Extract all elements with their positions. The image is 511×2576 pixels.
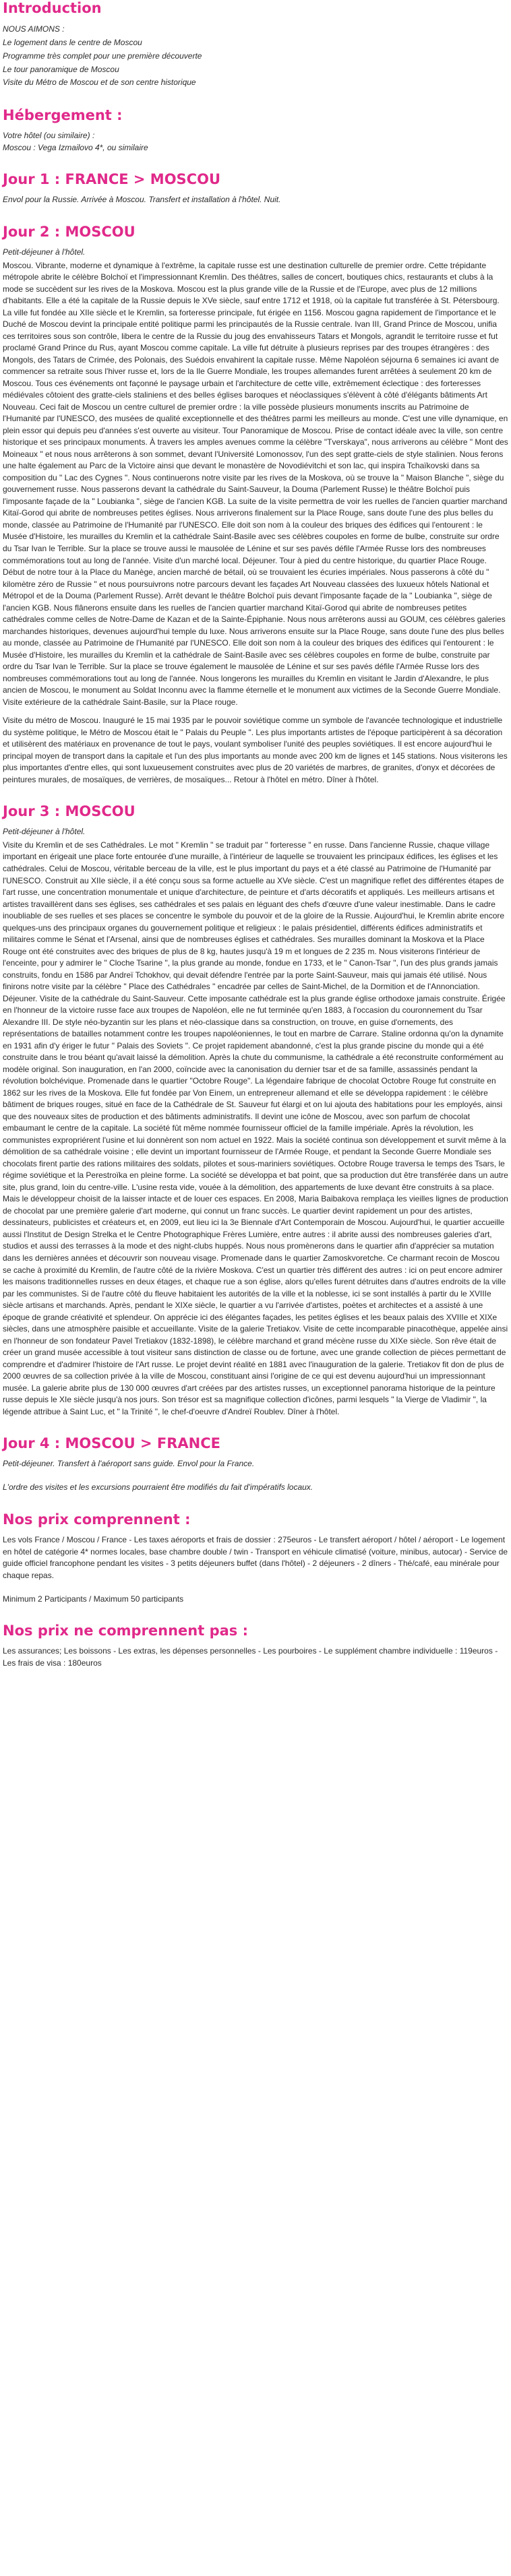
day3-paragraph: Visite du Kremlin et de ses Cathédrales. Le mot " Kremlin " se traduit par " forteresse " en russe. Dans l'ancienne Russie, chaque village important en érigeait une place forte entourée d'une muraille, à l'intérieur de laquelle se trouvaient les principaux édifices, les églises et les cathédrales. Celui de Moscou, véritable berceau de la ville, est le plus important du pays et a été classé au Patrimoine de l'Humanité par l'UNESCO. Construit au XIIe siècle, il a été conçu sous sa forme actuelle au XVe siècle. C'est un magnifique reflet des différentes étapes de l'art russe, une concentration monumentale et unique d'architecture, de peinture et d'arts décoratifs et appliqués. Les meilleurs artisans et artistes travaillèrent dans ses églises, ses cathédrales et ses palais en léguant des chefs d'œuvre d'une valeur inestimable. Dans le cadre inoubliable de ses ruelles et ses places se concentre le symbole du pouvoir et de la gloire de la Russie. Aujourd'hui, le Kremlin abrite encore quelques-uns des principaux organes du gouvernement politique et religieux : le palais présidentiel, différents édifices administratifs et militaires comme le Sénat et l'Arsenal, ainsi que de nombreuses églises et cathédrales. Ses murailles dominant la Moskova et la Place Rouge ont été construites avec des briques de plus de 8 kg, hautes jusqu'à 19 m et longues de 2 235 m. Nous visiterons l'intérieur de l'enceinte, pour y admirer le " Cloche Tsarine ", la plus grande au monde, fondue en 1733, et le " Canon-Tsar ", l'un des plus grands jamais construits, fondu en 1586 par Andreï Tchokhov, qui devait défendre l'entrée par la porte Saint-Sauveur, mais qui jamais été utilisé. Nous finirons notre visite par la célèbre " Place des Cathédrales " encadrée par celles de Saint-Michel, de la Dormition et de l'Annonciation. Déjeuner. Visite de la cathédrale du Saint-Sauveur. Cette imposante cathédrale est la plus grande église orthodoxe jamais construite. Érigée en l'honneur de la victoire russe face aux troupes de Napoléon, elle ne fut terminée qu'en 1883, à l'occasion du couronnement du Tsar Alexandre III. De style néo-byzantin sur les plans et néo-classique dans sa construction, on trouve, en guise d'ornements, des représentations de batailles notamment contre les troupes napoléoniennes, le tout en marbre de Carrare. Staline ordonna qu'on la dynamite en 1931 afin d'y ériger le futur " Palais des Soviets ". Ce projet rapidement abandonné, c'est la plus grande piscine du monde qui a été construite dans le trou béant qu'avait laissé la démolition. Après la chute du communisme, la cathédrale a été reconstruite conformément au modèle original. Son inauguration, en l'an 2000, coïncide avec la canonisation du dernier tsar et de sa famille, assassinés pendant la révolution bolchévique. Promenade dans le quartier "Octobre Rouge". La légendaire fabrique de chocolat Octobre Rouge fut construite en 1862 sur les rives de la Moskova. Elle fut fondée par Von Einem, un entrepreneur allemand et elle se développa rapidement : le célèbre bâtiment de briques rouges, situé en face de la Cathédrale de St. Sauveur fut élargi et on lui ajouta des habitations pour les employés, ainsi que des nouveaux sites de production et des bâtiments administratifs. Il devint une icône de Moscou, avec son parfum de chocolat embaumant le centre de la capitale. La société fût même nommée fournisseur officiel de la famille impériale. Après la révolution, les communistes expropriérent l'usine et lui donnèrent son nom actuel en 1922. Mais la société continua son développement et survit même à la démolition de sa cathédrale voisine ; elle devint un important fournisseur de l'Armée Rouge, et pendant la Seconde Guerre Mondiale ses chocolats firent partie des rations militaires des soldats, pilotes et sous-mariniers soviétiques. Octobre Rouge traversa le temps des Tsars, le régime soviétique et la Perestroïka en pleine forme. La société se développa et bat point, que sa production dut être transférée dans un autre site, plus grand, loin du centre-ville. L'usine resta vide, vouée à la démolition, des appartements de luxe devant être construits à sa place. Mais le développeur choisit de la laisser intacte et de louer ces espaces. En 2008, Maria Baibakova remplaça les vieilles lignes de production de chocolat par une première galerie d'art moderne, qui connut un franc succès. Le quartier devint rapidement un pour des artistes, dessinateurs, publicistes et créateurs et, en 2009, eut lieu ici la 3e Biennale d'Art Contemporain de Moscou. Aujourd'hui, le quartier accueille aussi l'Institut de Design Strelka et le Centre Photographique Frères Lumière, entre autres : il abrite aussi des nombreuses galeries d'art, studios et aussi des terrasses à la mode et des night-clubs huppés. Nous nous promènerons dans le quartier afin d'apprécier sa mutation dans les dernières années et découvrir son nouveau visage. Promenade dans le quartier Zamoskvoretche. Ce charmant recoin de Moscou se cache à proximité du Kremlin, de l'autre côté de la rivière Moskova. C'est un quartier très différent des autres : ici on peut encore admirer les maisons traditionnelles russes en deux étages, et chaque rue a son église, alors qu'elles furent détruites dans d'autres endroits de la ville par les communistes. Si de l'autre côté du fleuve habitaient les autorités de la ville et la noblesse, ici se sont installés à partir du le XVIIIe siècle artisans et marchands. Après, pendant le XIXe siècle, le quartier a vu l'arrivée d'artistes, poètes et architectes et a assisté à une époque de grande créativité et splendeur. On apprécie ici des élégantes façades, les petites églises et les beaux palais des XVIIIe et XIXe siècles, dans une atmosphère paisible et accueillante. Visite de la galerie Tretiakov. Visite de cette incomparable pinacothèque, appelée ainsi en l'honneur de son fondateur Pavel Tretiakov (1832-1898), le célèbre marchand et grand mécène russe du XIXe siècle. Son rêve était de créer un grand musée accessible à tout visiteur sans distinction de classe ou de fortune, avec une grande collection de pièces permettant de comprendre et d'admirer l'histoire de l'Art russe. Le projet devint réalité en 1881 avec l'inauguration de la galerie. Tretiakov fit don de plus de 2000 œuvres de sa collection privée à la ville de Moscou, constituant ainsi l'origine de ce qui est devenu aujourd'hui un impressionnant musée. La galerie abrite plus de 130 000 œuvres d'art créées par des artistes russes, un exceptionnel panorama historique de la peinture russe depuis le XIe siècle jusqu'à nos jours. Son trésor est sa magnifique collection d'icônes, parmi lesquels " la Vierge de Vladimir ", la légende attribue à Saint Luc, et " la Trinité ", le chef-d'oeuvre d'Andreï Roublev. Dîner à l'hôtel. bbox=[3, 840, 508, 1416]
prix-comprennent-section bbox=[3, 1511, 508, 1605]
hebergement-section bbox=[3, 107, 508, 154]
prix-ne-comprennent-text: Les assurances; Les boissons - Les extras, les dépenses personnelles - Les pourboires - Le supplément chambre individuelle : 119euros - Les frais de visa : 180euros bbox=[3, 1646, 498, 1668]
intro-line: Le tour panoramique de Moscou bbox=[3, 64, 119, 74]
prix-comprennent-heading: Nos prix comprennent : bbox=[3, 1511, 191, 1528]
intro-line: Le logement dans le centre de Moscou bbox=[3, 37, 142, 47]
hebergement-heading: Hébergement : bbox=[3, 107, 123, 124]
day4-section bbox=[3, 1435, 508, 1494]
intro-line: Visite du Métro de Moscou et de son centre historique bbox=[3, 77, 196, 88]
prix-comprennent-text: Les vols France / Moscou / France - Les taxes aéroports et frais de dossier : 275euros - Le transfert aéroport / hôtel / aéroport - Le logement en hôtel de catégorie 4* normes locales, base chambre double / twin - Transport en véhicule climatisé (voiture, minibus, autocar) - Service de guide officiel francophone pendant les visites - 3 petits déjeuners buffet (dans l'hôtel) - 2 déjeuners - 2 dîners - Thé/café, eau minérale pour chaque repas. bbox=[3, 1535, 508, 1580]
prix-ne-comprennent-heading: Nos prix ne comprennent pas : bbox=[3, 1623, 249, 1639]
day4-note: L'ordre des visites et les excursions pourraient être modifiés du fait d'impératifs locaux. bbox=[3, 1482, 313, 1493]
day2-paragraph: Moscou. Vibrante, moderne et dynamique à l'extrême, la capitale russe est une destination culturelle de premier ordre. Cette trépidante métropole abrite le célèbre Bolchoï et l'impressionnant Kremlin. Des théâtres, salles de concert, boutiques chics, restaurants et clubs à la mode se succèdent sur les rives de la Moskova. Moscou est la plus grande ville de la Russie et de l'Europe, avec plus de 12 millions d'habitants. Elle a été la capitale de la Russie depuis le XVe siècle, sauf entre 1712 et 1918, où la capitale fut transférée à St. Pétersbourg. La ville fut fondée au XIIe siècle et le Kremlin, sa forteresse principale, fut érigée en 1156. Moscou gagna rapidement de l'importance et le Duché de Moscou devint la principale entité politique parmi les principautés de la Russie centrale. Ivan III, Grand Prince de Moscou, unifia ces territoires sous son contrôle, libera le centre de la Russie du joug des envahisseurs Tatars et Mongols, agrandit le territoire russe et fut proclamé Grand Prince du Rus, ayant Moscou comme capitale. La ville fut détruite à plusieurs reprises par des troupes étrangères : des Mongols, des Tatars de Crimée, des Polonais, des Suédois envahirent la capitale russe. Même Napoléon séjourna 6 semaines ici avant de commencer sa retraite sous l'hiver russe et, lors de la Ile Guerre Mondiale, les troupes allemandes furent arrêtées à seulement 20 km de Moscou. Tous ces événements ont façonné le paysage urbain et l'architecture de cette ville, extrêmement éclectique : des forteresses médiévales côtoient des gratte-ciels staliniens et des belles églises baroques et néoclassiques s'élèvent à côté d'élégants bâtiments Art Nouveau. Ceci fait de Moscou un centre culturel de premier ordre : la ville possède plusieurs monuments inscrits au Patrimoine de l'Humanité par l'UNESCO, des musées de qualité exceptionnelle et des théâtres parmi les meilleurs au monde. C'est une ville dynamique, en plein essor qui depuis peu d'années s'est ouverte au visiteur. Tour Panoramique de Moscou. Prise de contact idéale avec la ville, son centre historique et ses principaux monuments. À travers les amples avenues comme la célèbre "Tverskaya", nous arriverons au célèbre " Mont des Moineaux " et nous nous arrêterons à son sommet, devant l'Université Lomonossov, l'un des sept gratte-ciels de style stalinien. Nous ferons une halte également au Parc de la Victoire ainsi que devant le monastère de Novodiévitchi et son lac, qui inspira Tchaïkovski dans sa composition du " Lac des Cygnes ". Nous continuerons notre visite par les rives de la Moskova, où se trouve la " Maison Blanche ", siège du gouvernement russe. Nous passerons devant la cathédrale du Saint-Sauveur, la Douma (Parlement Russe) le théâtre Bolchoï puis l'imposante façade de la " Loubianka ", siège de l'ancien KGB. La suite de la visite permettra de voir les ruelles de l'ancien quartier marchand Kitaï-Gorod qui abrite de nombreuses petites églises. Nous arriverons finalement sur la Place Rouge, sans doute l'une des plus belles du monde, classée au Patrimoine de l'Humanité par l'UNESCO. Elle doit son nom à la couleur des briques des édifices qui l'entourent : le Musée d'Histoire, les murailles du Kremlin et la cathédrale Saint-Basile avec ses célèbres coupoles en forme de bulbe, construite sur ordre du Tsar Ivan le Terrible. Sur la place se trouve aussi le mausolée de Lénine et sur ses pavés défile l'Armée Russe lors des nombreuses commémorations tout au long de l'année. Visite d'un marché local. Déjeuner. Tour à pied du centre historique, du quartier Place Rouge. Début de notre tour à la Place du Manège, ancien marché de bétail, où se trouvaient les écuries impériales. Nous passerons à côté du " kilomètre zéro de Russie " et nous poursuivrons notre parcours devant les façades Art Nouveau classées des luxueux hôtels National et Métropol et de la Douma (Parlement Russe). Arrêt devant le théâtre Bolchoï puis devant l'imposante façade de la " Loubianka ", siège de l'ancien KGB. Nous flânerons ensuite dans les ruelles de l'ancien quartier marchand Kitaï-Gorod qui abrite de nombreuses petites cathédrales comme celles de Notre-Dame de Kazan et de la Sainte-Épiphanie. Nous nous arrêterons aussi au GOUM, ces célèbres galeries marchandes historiques, devenues aujourd'hui temple du luxe. Nous arriverons ensuite sur la Place Rouge, sans doute l'une des plus belles au monde, classée au Patrimoine de l'Humanité par l'UNESCO. Elle doit son nom à la couleur des briques des édifices qui l'entourent : le Musée d'Histoire, les murailles du Kremlin et la cathédrale de Saint-Basile avec ses célèbres coupoles en forme de bulbe, construite par ordre du Tsar Ivan le Terrible. Sur la place se trouve également le mausolée de Lénine et sur ses pavés défile l'Armée Russe lors des nombreuses commémorations tout au long de l'année. Nous longerons les murailles du Kremlin en visitant le Jardin d'Alexandre, le plus ancien de Moscou, le monument au Soldat Inconnu avec la flamme éternelle et le monument aux victimes de la Seconde Guerre Mondiale. Visite extérieure de la cathédrale Saint-Basile, sur la Place rouge. bbox=[3, 260, 508, 707]
day2-heading: Jour 2 : MOSCOU bbox=[3, 223, 136, 240]
introduction-section bbox=[3, 0, 508, 90]
day1-heading: Jour 1 : FRANCE > MOSCOU bbox=[3, 171, 220, 188]
day3-section bbox=[3, 803, 508, 1418]
day2-breakfast: Petit-déjeuner à l'hôtel. bbox=[3, 247, 86, 257]
hotel-name: Moscou : Vega Izmailovo 4*, ou similaire bbox=[3, 142, 148, 152]
day1-text: Envol pour la Russie. Arrivée à Moscou. Transfert et installation à l'hôtel. Nuit. bbox=[3, 195, 281, 205]
day4-heading: Jour 4 : MOSCOU > FRANCE bbox=[3, 1435, 220, 1452]
participants-text: Minimum 2 Participants / Maximum 50 participants bbox=[3, 1594, 184, 1604]
day4-text: Petit-déjeuner. Transfert à l'aéroport sans guide. Envol pour la France. bbox=[3, 1459, 255, 1469]
day3-breakfast: Petit-déjeuner à l'hôtel. bbox=[3, 827, 86, 837]
prix-ne-comprennent-section bbox=[3, 1623, 508, 1669]
day1-section bbox=[3, 171, 508, 206]
intro-line: Programme très complet pour une première découverte bbox=[3, 51, 202, 61]
spacer bbox=[3, 1470, 508, 1482]
hotel-intro: Votre hôtel (ou similaire) : bbox=[3, 131, 95, 141]
introduction-heading: Introduction bbox=[3, 0, 102, 16]
day2-section bbox=[3, 224, 508, 786]
intro-line: NOUS AIMONS : bbox=[3, 24, 65, 34]
day2-paragraph: Visite du métro de Moscou. Inauguré le 15 mai 1935 par le pouvoir soviétique comme un symbole de l'avancée technologique et industrielle du système politique, le Métro de Moscou était le " Palais du Peuple ". Les plus importants artistes de l'époque participèrent à sa décoration et utilisèrent des matériaux en provenance de tout le pays, voulant symboliser l'unité des peuples soviétiques. Il est encore aujourd'hui le principal moyen de transport dans la capitale et l'un des plus importants au monde avec 200 km de lignes et 145 stations. Nous visiterons les plus importantes d'entre elles, qui sont luxueusement construites avec plus de 20 variétés de marbres, de granites, d'onyx et décorées de peintures murales, de mosaïques, de verrières, de mosaïques... Retour à l'hôtel en métro. Dîner à l'hôtel. bbox=[3, 716, 508, 784]
day3-heading: Jour 3 : MOSCOU bbox=[3, 803, 136, 820]
spacer bbox=[3, 1581, 508, 1594]
